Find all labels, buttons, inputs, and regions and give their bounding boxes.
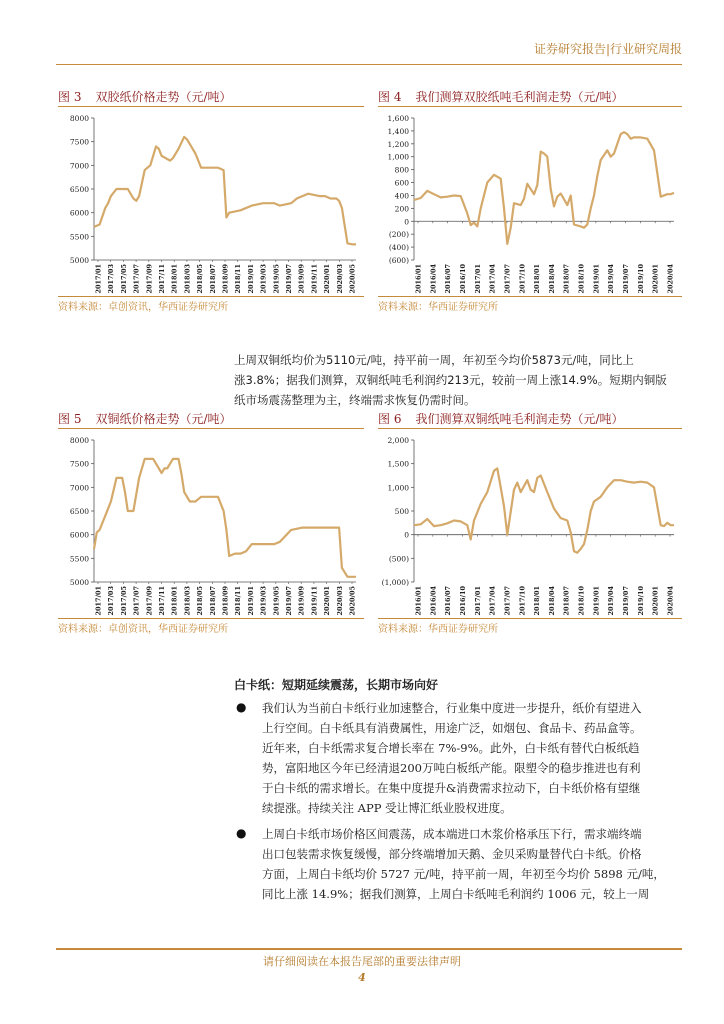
figure-3-top-rule [58,106,364,107]
text-span: 元/吨，同比上 [560,353,634,367]
figure-3-bottom-rule [58,296,364,297]
bullet-2-line: 方面，上周白卡纸均价 5727 元/吨，持平前一周，年初至今均价 5898 元/吨， [262,867,665,881]
y-tick-label: 6500 [69,185,89,194]
x-tick-label: 2018/01 [170,586,179,616]
report-header: 证券研究报告|行业研究周报 [533,42,682,56]
x-tick-label: 2018/05 [196,264,205,294]
x-tick-label: 2019/07 [622,586,631,616]
y-tick-label: 5000 [69,578,89,587]
x-tick-label: 2018/09 [221,586,230,616]
wow-value: 14.9% [561,373,598,387]
x-tick-label: 2020/03 [335,586,344,616]
figure-6-label: 图 6 [378,412,402,426]
y-tick-label: 7500 [69,137,89,147]
y-tick-label: (1,000) [381,578,409,587]
bullet-2-text [262,824,686,904]
figure-5-source: 资料来源：卓创资讯，华西证券研究所 [58,624,228,635]
figure-6-bottom-rule [378,618,682,619]
bullet-1-dot: ● [236,700,247,714]
bullet-1-line: 于白卡纸的需求增长。在集中度提升&消费需求拉动下，白卡纸价格有望继 [262,781,641,795]
y-tick-label: 8000 [69,436,89,445]
paragraph-line-1 [234,350,684,370]
x-tick-label: 2019/11 [310,586,319,616]
bullet-1-line: 势，富阳地区今年已经清退200万吨白板纸产能。限塑令的稳步推进也有利 [262,761,641,775]
x-tick-label: 2017/11 [158,586,166,616]
x-tick-label: 2017/03 [107,586,116,616]
x-tick-label: 2018/01 [533,264,542,294]
bullet-1-line: 近年来，白卡纸需求复合增长率在 7%-9%。此外，白卡纸有替代白板纸趋 [262,741,640,755]
bullet-1-line: 我们认为当前白卡纸行业加速整合，行业集中度进一步提升，纸价有望进入 [262,701,642,715]
text-span: 涨 [234,373,246,387]
x-tick-label: 2019/10 [636,586,645,616]
figure-6-chart [378,430,682,618]
x-tick-label: 2019/05 [272,264,281,294]
x-tick-label: 2017/07 [132,586,141,616]
footer-divider [56,948,682,950]
figure-5-chart [58,430,364,618]
x-tick-label: 2017/07 [503,586,512,616]
bullet-2-line: 出口包装需求恢复缓慢，部分终端增加天鹅、金贝采购量替代白卡纸。价格 [262,847,642,861]
x-tick-label: 2020/05 [348,586,357,616]
x-tick-label: 2018/05 [196,586,205,616]
price-value: 5110 [326,353,356,367]
text-span: ；据我们测算，双铜纸吨毛利润约 [274,373,448,387]
y-tick-label: 6500 [69,507,89,516]
figure-6-title [378,410,624,427]
x-tick-label: 2018/09 [221,264,230,294]
figure-4-chart [378,108,682,296]
x-tick-label: 2016/07 [444,264,453,294]
y-tick-label: (200) [388,230,409,240]
header-divider [56,64,682,65]
page-number: 4 [358,971,366,984]
x-tick-label: 2017/10 [518,264,527,294]
x-tick-label: 2018/07 [208,264,217,294]
bullet-2-line: 同比上涨 14.9%；据我们测算，上周白卡纸吨毛利润约 1006 元，较上一周 [262,887,650,901]
x-tick-label: 2019/07 [285,264,293,294]
y-tick-label: 0 [404,530,409,540]
figure-6-top-rule [378,428,682,429]
x-tick-label: 2019/09 [297,264,306,294]
figure-4-caption: 我们测算双胶纸吨毛利润走势（元/吨） [415,90,624,104]
section-heading: 白卡纸：短期延续震荡，长期市场向好 [234,678,439,692]
x-tick-label: 2017/07 [132,264,141,294]
x-tick-label: 2016/04 [429,586,438,616]
text-span: 元，较前一周上涨 [469,373,562,387]
figure-5-label: 图 5 [58,412,82,426]
paragraph-line-2 [234,370,684,390]
x-tick-label: 2018/03 [183,586,192,616]
figure-3-caption: 双胶纸价格走势（元/吨） [95,90,232,104]
figure-4-source: 资料来源：华西证券研究所 [378,302,498,313]
figure-4-top-rule [378,106,682,107]
bullet-1-line: 上行空间。白卡纸具有消费属性，用途广泛，如烟包、食品卡、药品盒等。 [262,721,642,735]
y-tick-label: 1,600 [387,114,409,123]
text-span: 。短期内铜版 [597,373,667,387]
x-tick-label: 2020/04 [666,586,675,616]
legal-notice: 请仔细阅读在本报告尾部的重要法律声明 [263,955,461,968]
yoy-value: 3.8% [245,373,275,387]
figure-4-bottom-rule [378,296,682,297]
x-tick-label: 2020/03 [335,264,344,294]
y-tick-label: 600 [394,178,409,188]
y-tick-label: 7500 [69,459,89,469]
bullet-2-line: 上周白卡纸市场价格区间震荡，成本端进口木浆价格承压下行，需求端终端 [262,827,642,841]
y-tick-label: 0 [404,217,409,227]
x-tick-label: 2017/05 [119,264,128,294]
bullet-2-dot: ● [236,826,247,840]
x-tick-label: 2019/07 [285,586,293,616]
x-tick-label: 2018/01 [533,586,542,616]
x-tick-label: 2018/04 [547,264,556,294]
y-tick-label: (500) [388,554,409,564]
x-tick-label: 2019/09 [297,586,306,616]
figure-4-label: 图 4 [378,90,402,104]
x-tick-label: 2017/01 [473,264,482,294]
x-tick-label: 2017/04 [488,586,497,616]
y-tick-label: 6000 [69,208,89,218]
y-tick-label: 800 [394,165,409,175]
figure-3-source: 资料来源：卓创资讯，华西证券研究所 [58,302,228,313]
x-tick-label: 2018/01 [170,264,179,294]
x-tick-label: 2018/04 [547,586,556,616]
y-tick-label: 1,000 [387,152,409,162]
x-tick-label: 2016/10 [458,586,467,616]
x-tick-label: 2017/04 [488,264,497,294]
x-tick-label: 2018/11 [234,586,243,616]
y-tick-label: 8000 [69,114,89,123]
x-tick-label: 2016/01 [414,586,423,616]
x-tick-label: 2017/07 [503,264,512,294]
x-tick-label: 2017/09 [145,586,154,616]
x-tick-label: 2020/05 [348,264,357,294]
y-tick-label: (400) [388,243,409,253]
x-tick-label: 2017/05 [119,586,128,616]
x-tick-label: 2020/01 [651,586,660,616]
x-tick-label: 2019/01 [246,586,255,616]
figure-5-bottom-rule [58,618,364,619]
x-tick-label: 2018/07 [562,264,571,294]
y-tick-label: 1,500 [387,459,409,469]
x-tick-label: 2019/03 [259,586,268,616]
figure-3-title [58,88,232,105]
figure-6-caption: 我们测算双铜纸吨毛利润走势（元/吨） [415,412,624,426]
figure-3-chart [58,108,364,296]
y-tick-label: (600) [388,256,409,265]
bullet-1-line: 续提涨。持续关注 APP 受让博汇纸业股权进度。 [262,801,512,815]
figure-5-title [58,410,232,427]
x-tick-label: 2019/05 [272,586,281,616]
paragraph-line-3: 纸市场震荡整理为主，终端需求恢复仍需时间。 [234,393,476,407]
series-line [414,468,674,552]
y-tick-label: 5500 [69,554,89,564]
series-line [414,132,674,244]
x-tick-label: 2017/09 [145,264,154,294]
double-coated-paragraph [234,350,684,410]
profit-value: 213 [447,373,470,387]
x-tick-label: 2017/03 [107,264,116,294]
series-line [94,459,356,577]
x-tick-label: 2016/01 [414,264,423,294]
x-tick-label: 2020/01 [651,264,660,294]
x-tick-label: 2020/01 [323,264,332,294]
x-tick-label: 2017/01 [94,586,103,616]
x-tick-label: 2016/10 [458,264,467,294]
x-tick-label: 2017/11 [158,264,166,294]
y-tick-label: 7000 [69,483,89,493]
y-tick-label: 5000 [69,256,89,265]
series-line [94,137,356,245]
x-tick-label: 2019/11 [310,264,319,294]
x-tick-label: 2020/04 [666,264,675,294]
x-tick-label: 2018/03 [183,264,192,294]
y-tick-label: 2,000 [387,436,409,445]
x-tick-label: 2019/07 [622,264,631,294]
y-tick-label: 200 [394,204,409,214]
x-tick-label: 2016/04 [429,264,438,294]
y-tick-label: 1,000 [387,483,409,493]
x-tick-label: 2019/04 [607,264,616,294]
y-tick-label: 500 [394,507,409,516]
x-tick-label: 2018/10 [577,586,586,616]
x-tick-label: 2019/01 [246,264,255,294]
y-tick-label: 400 [394,191,409,201]
y-tick-label: 1,200 [387,139,409,149]
avg-price-value: 5873 [531,353,561,367]
y-tick-label: 1,400 [387,126,409,136]
x-tick-label: 2018/10 [577,264,586,294]
x-tick-label: 2018/11 [234,264,243,294]
x-tick-label: 2018/07 [208,586,217,616]
y-tick-label: 6000 [69,530,89,540]
text-span: 元/吨，持平前一周，年初至今均价 [355,353,532,367]
x-tick-label: 2020/01 [323,586,332,616]
x-tick-label: 2019/01 [592,264,601,294]
x-tick-label: 2018/07 [562,586,571,616]
y-tick-label: 5500 [69,232,89,242]
x-tick-label: 2019/04 [607,586,616,616]
figure-6-source: 资料来源：华西证券研究所 [378,624,498,635]
x-tick-label: 2017/10 [518,586,527,616]
x-tick-label: 2016/07 [444,586,453,616]
figure-5-caption: 双铜纸价格走势（元/吨） [95,412,232,426]
y-tick-label: 7000 [69,161,89,171]
bullet-1-text [262,698,686,818]
text-span: 上周双铜纸均价为 [234,353,326,367]
x-tick-label: 2019/10 [636,264,645,294]
x-tick-label: 2017/01 [94,264,103,294]
figure-5-top-rule [58,428,364,429]
x-tick-label: 2019/01 [592,586,601,616]
figure-3-label: 图 3 [58,90,82,104]
figure-4-title [378,88,624,105]
x-tick-label: 2017/01 [473,586,482,616]
x-tick-label: 2019/03 [259,264,268,294]
